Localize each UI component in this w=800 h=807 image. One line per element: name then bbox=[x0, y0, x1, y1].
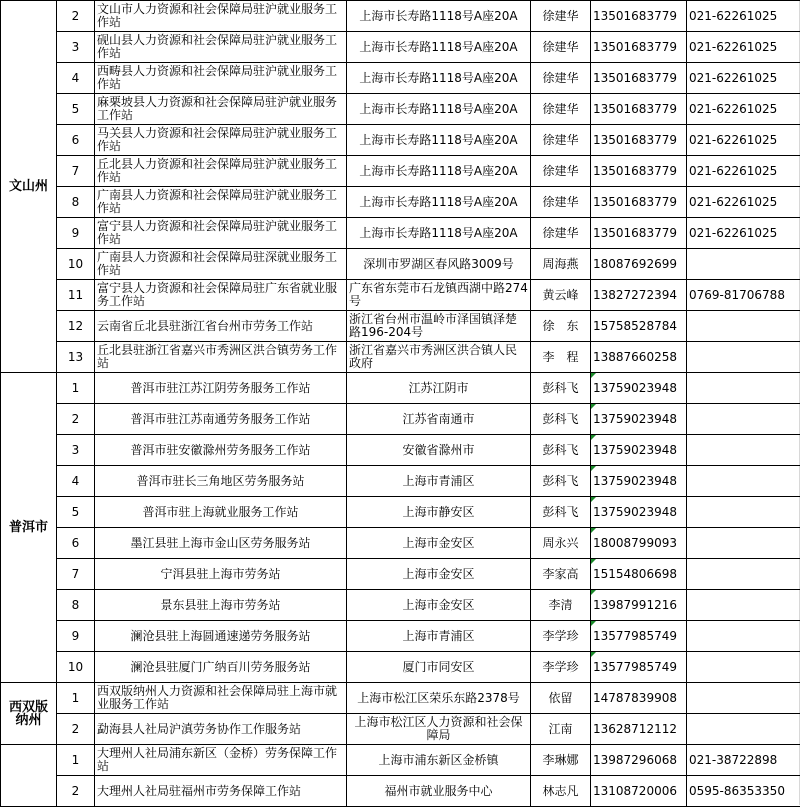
row-number: 2 bbox=[57, 1, 95, 32]
contact-person: 李琳娜 bbox=[531, 745, 591, 776]
contact-person: 江南 bbox=[531, 714, 591, 745]
office-phone bbox=[687, 497, 800, 528]
row-number: 6 bbox=[57, 528, 95, 559]
station-address: 上海市金安区 bbox=[347, 528, 531, 559]
row-number: 5 bbox=[57, 94, 95, 125]
station-name: 丘北县驻浙江省嘉兴市秀洲区洪合镇劳务工作站 bbox=[95, 342, 347, 373]
table-row bbox=[1, 683, 800, 714]
station-address: 上海市长寿路1118号A座20A bbox=[347, 218, 531, 249]
station-name: 富宁县人力资源和社会保障局驻沪就业服务工作站 bbox=[95, 218, 347, 249]
station-address: 浙江省台州市温岭市泽国镇泽楚路196-204号 bbox=[347, 311, 531, 342]
table-row bbox=[1, 466, 800, 497]
mobile-phone: 13501683779 bbox=[591, 94, 687, 125]
contact-person: 李家高 bbox=[531, 559, 591, 590]
office-phone: 0769-81706788 bbox=[687, 280, 800, 311]
table-row bbox=[1, 714, 800, 745]
row-number: 11 bbox=[57, 280, 95, 311]
table-row bbox=[1, 776, 800, 807]
table-row bbox=[1, 1, 800, 32]
office-phone: 021-38722898 bbox=[687, 745, 800, 776]
table-row bbox=[1, 621, 800, 652]
row-number: 13 bbox=[57, 342, 95, 373]
row-number: 10 bbox=[57, 249, 95, 280]
table-row bbox=[1, 435, 800, 466]
mobile-phone: 15154806698 bbox=[591, 559, 687, 590]
office-phone bbox=[687, 621, 800, 652]
mobile-phone: 13628712112 bbox=[591, 714, 687, 745]
mobile-phone: 15758528784 bbox=[591, 311, 687, 342]
station-name: 大理州人社局浦东新区（金桥）劳务保障工作站 bbox=[95, 745, 347, 776]
table-row bbox=[1, 652, 800, 683]
contact-person: 周永兴 bbox=[531, 528, 591, 559]
row-number: 9 bbox=[57, 621, 95, 652]
mobile-phone: 13759023948 bbox=[591, 404, 687, 435]
mobile-phone: 13501683779 bbox=[591, 125, 687, 156]
row-number: 2 bbox=[57, 404, 95, 435]
table-row bbox=[1, 94, 800, 125]
contact-person: 徐 东 bbox=[531, 311, 591, 342]
contact-person: 林志凡 bbox=[531, 776, 591, 807]
mobile-phone: 13501683779 bbox=[591, 156, 687, 187]
office-phone bbox=[687, 435, 800, 466]
mobile-phone: 13501683779 bbox=[591, 32, 687, 63]
region-cell-puer: 普洱市 bbox=[1, 373, 57, 683]
row-number: 3 bbox=[57, 435, 95, 466]
table-row bbox=[1, 280, 800, 311]
contact-person: 彭科飞 bbox=[531, 373, 591, 404]
station-name: 墨江县驻上海市金山区劳务服务站 bbox=[95, 528, 347, 559]
contact-person: 徐建华 bbox=[531, 63, 591, 94]
row-number: 10 bbox=[57, 652, 95, 683]
row-number: 8 bbox=[57, 590, 95, 621]
contact-person: 周海燕 bbox=[531, 249, 591, 280]
office-phone bbox=[687, 590, 800, 621]
contact-person: 彭科飞 bbox=[531, 435, 591, 466]
station-name: 普洱市驻江苏江阴劳务服务工作站 bbox=[95, 373, 347, 404]
station-name: 广南县人力资源和社会保障局驻沪就业服务工作站 bbox=[95, 187, 347, 218]
station-name: 大理州人社局驻福州市劳务保障工作站 bbox=[95, 776, 347, 807]
mobile-phone: 13887660258 bbox=[591, 342, 687, 373]
office-phone bbox=[687, 652, 800, 683]
mobile-phone: 13501683779 bbox=[591, 63, 687, 94]
contact-person: 李清 bbox=[531, 590, 591, 621]
station-address: 广东省东莞市石龙镇西湖中路274号 bbox=[347, 280, 531, 311]
contact-person: 彭科飞 bbox=[531, 466, 591, 497]
station-address: 上海市青浦区 bbox=[347, 466, 531, 497]
office-phone: 021-62261025 bbox=[687, 63, 800, 94]
station-address: 上海市松江区荣乐东路2378号 bbox=[347, 683, 531, 714]
row-number: 5 bbox=[57, 497, 95, 528]
contact-person: 徐建华 bbox=[531, 94, 591, 125]
row-number: 1 bbox=[57, 683, 95, 714]
office-phone bbox=[687, 342, 800, 373]
office-phone bbox=[687, 249, 800, 280]
station-name: 麻栗坡县人力资源和社会保障局驻沪就业服务工作站 bbox=[95, 94, 347, 125]
row-number: 1 bbox=[57, 745, 95, 776]
station-name: 澜沧县驻上海圆通速递劳务服务站 bbox=[95, 621, 347, 652]
row-number: 2 bbox=[57, 776, 95, 807]
station-address: 上海市静安区 bbox=[347, 497, 531, 528]
row-number: 4 bbox=[57, 63, 95, 94]
table-row bbox=[1, 590, 800, 621]
mobile-phone: 13827272394 bbox=[591, 280, 687, 311]
contact-person: 依留 bbox=[531, 683, 591, 714]
station-name: 广南县人力资源和社会保障局驻深就业服务工作站 bbox=[95, 249, 347, 280]
table-row bbox=[1, 218, 800, 249]
station-address: 上海市长寿路1118号A座20A bbox=[347, 1, 531, 32]
mobile-phone: 13987296068 bbox=[591, 745, 687, 776]
station-name: 普洱市驻上海就业服务工作站 bbox=[95, 497, 347, 528]
station-name: 西畴县人力资源和社会保障局驻沪就业服务工作站 bbox=[95, 63, 347, 94]
station-name: 澜沧县驻厦门广纳百川劳务服务站 bbox=[95, 652, 347, 683]
station-name: 文山市人力资源和社会保障局驻沪就业服务工作站 bbox=[95, 1, 347, 32]
mobile-phone: 13759023948 bbox=[591, 435, 687, 466]
contact-person: 李学珍 bbox=[531, 621, 591, 652]
mobile-phone: 13501683779 bbox=[591, 1, 687, 32]
contact-person: 彭科飞 bbox=[531, 404, 591, 435]
station-name: 西双版纳州人力资源和社会保障局驻上海市就业服务工作站 bbox=[95, 683, 347, 714]
office-phone: 021-62261025 bbox=[687, 187, 800, 218]
station-address: 上海市浦东新区金桥镇 bbox=[347, 745, 531, 776]
table-row bbox=[1, 342, 800, 373]
station-address: 上海市长寿路1118号A座20A bbox=[347, 63, 531, 94]
station-address: 上海市金安区 bbox=[347, 559, 531, 590]
table-row bbox=[1, 63, 800, 94]
contact-person: 李学珍 bbox=[531, 652, 591, 683]
row-number: 7 bbox=[57, 559, 95, 590]
station-address: 上海市青浦区 bbox=[347, 621, 531, 652]
mobile-phone: 13501683779 bbox=[591, 218, 687, 249]
row-number: 6 bbox=[57, 125, 95, 156]
office-phone: 021-62261025 bbox=[687, 218, 800, 249]
station-address: 深圳市罗湖区春风路3009号 bbox=[347, 249, 531, 280]
row-number: 1 bbox=[57, 373, 95, 404]
mobile-phone: 13759023948 bbox=[591, 466, 687, 497]
station-address: 上海市松江区人力资源和社会保障局 bbox=[347, 714, 531, 745]
station-name: 勐海县人社局沪滇劳务协作工作服务站 bbox=[95, 714, 347, 745]
contact-person: 黄云峰 bbox=[531, 280, 591, 311]
row-number: 7 bbox=[57, 156, 95, 187]
row-number: 3 bbox=[57, 32, 95, 63]
office-phone bbox=[687, 404, 800, 435]
contact-person: 徐建华 bbox=[531, 187, 591, 218]
table-row bbox=[1, 156, 800, 187]
mobile-phone: 13501683779 bbox=[591, 187, 687, 218]
table-row bbox=[1, 497, 800, 528]
table-row bbox=[1, 559, 800, 590]
office-phone bbox=[687, 373, 800, 404]
station-address: 安徽省滁州市 bbox=[347, 435, 531, 466]
station-address: 上海市金安区 bbox=[347, 590, 531, 621]
table-row bbox=[1, 311, 800, 342]
table-row bbox=[1, 404, 800, 435]
office-phone: 0595-86353350 bbox=[687, 776, 800, 807]
mobile-phone: 13108720006 bbox=[591, 776, 687, 807]
station-address: 江苏江阴市 bbox=[347, 373, 531, 404]
mobile-phone: 14787839908 bbox=[591, 683, 687, 714]
table-row bbox=[1, 373, 800, 404]
mobile-phone: 13759023948 bbox=[591, 373, 687, 404]
station-address: 上海市长寿路1118号A座20A bbox=[347, 32, 531, 63]
table-row bbox=[1, 125, 800, 156]
row-number: 12 bbox=[57, 311, 95, 342]
office-phone: 021-62261025 bbox=[687, 32, 800, 63]
row-number: 9 bbox=[57, 218, 95, 249]
mobile-phone: 13577985749 bbox=[591, 621, 687, 652]
region-cell-wenshan: 文山州 bbox=[1, 1, 57, 373]
contact-person: 徐建华 bbox=[531, 218, 591, 249]
contact-person: 彭科飞 bbox=[531, 497, 591, 528]
office-phone: 021-62261025 bbox=[687, 1, 800, 32]
table-row bbox=[1, 187, 800, 218]
contact-person: 徐建华 bbox=[531, 32, 591, 63]
office-phone: 021-62261025 bbox=[687, 94, 800, 125]
station-name: 宁洱县驻上海市劳务站 bbox=[95, 559, 347, 590]
office-phone: 021-62261025 bbox=[687, 125, 800, 156]
station-address: 上海市长寿路1118号A座20A bbox=[347, 125, 531, 156]
row-number: 2 bbox=[57, 714, 95, 745]
region-cell-xishuangbanna: 西双版纳州 bbox=[1, 683, 57, 745]
station-name: 马关县人力资源和社会保障局驻沪就业服务工作站 bbox=[95, 125, 347, 156]
mobile-phone: 13577985749 bbox=[591, 652, 687, 683]
station-name: 普洱市驻安徽滁州劳务服务工作站 bbox=[95, 435, 347, 466]
mobile-phone: 13759023948 bbox=[591, 497, 687, 528]
station-address: 上海市长寿路1118号A座20A bbox=[347, 156, 531, 187]
mobile-phone: 13987991216 bbox=[591, 590, 687, 621]
row-number: 4 bbox=[57, 466, 95, 497]
station-name: 富宁县人力资源和社会保障局驻广东省就业服务工作站 bbox=[95, 280, 347, 311]
station-name: 丘北县人力资源和社会保障局驻沪就业服务工作站 bbox=[95, 156, 347, 187]
contact-person: 李 程 bbox=[531, 342, 591, 373]
mobile-phone: 18008799093 bbox=[591, 528, 687, 559]
row-number: 8 bbox=[57, 187, 95, 218]
station-name: 砚山县人力资源和社会保障局驻沪就业服务工作站 bbox=[95, 32, 347, 63]
office-phone bbox=[687, 559, 800, 590]
office-phone bbox=[687, 466, 800, 497]
station-address: 福州市就业服务中心 bbox=[347, 776, 531, 807]
station-address: 江苏省南通市 bbox=[347, 404, 531, 435]
station-name: 普洱市驻江苏南通劳务服务工作站 bbox=[95, 404, 347, 435]
table-row bbox=[1, 249, 800, 280]
station-address: 上海市长寿路1118号A座20A bbox=[347, 187, 531, 218]
table-row bbox=[1, 32, 800, 63]
station-name: 景东县驻上海市劳务站 bbox=[95, 590, 347, 621]
office-phone bbox=[687, 311, 800, 342]
contact-person: 徐建华 bbox=[531, 125, 591, 156]
contact-person: 徐建华 bbox=[531, 156, 591, 187]
station-address: 上海市长寿路1118号A座20A bbox=[347, 94, 531, 125]
station-name: 云南省丘北县驻浙江省台州市劳务工作站 bbox=[95, 311, 347, 342]
office-phone bbox=[687, 683, 800, 714]
office-phone bbox=[687, 528, 800, 559]
contact-person: 徐建华 bbox=[531, 1, 591, 32]
table-row bbox=[1, 528, 800, 559]
station-address: 浙江省嘉兴市秀洲区洪合镇人民政府 bbox=[347, 342, 531, 373]
mobile-phone: 18087692699 bbox=[591, 249, 687, 280]
station-address: 厦门市同安区 bbox=[347, 652, 531, 683]
table-row bbox=[1, 745, 800, 776]
region-cell-empty bbox=[1, 745, 57, 807]
office-phone bbox=[687, 714, 800, 745]
station-name: 普洱市驻长三角地区劳务服务站 bbox=[95, 466, 347, 497]
office-phone: 021-62261025 bbox=[687, 156, 800, 187]
